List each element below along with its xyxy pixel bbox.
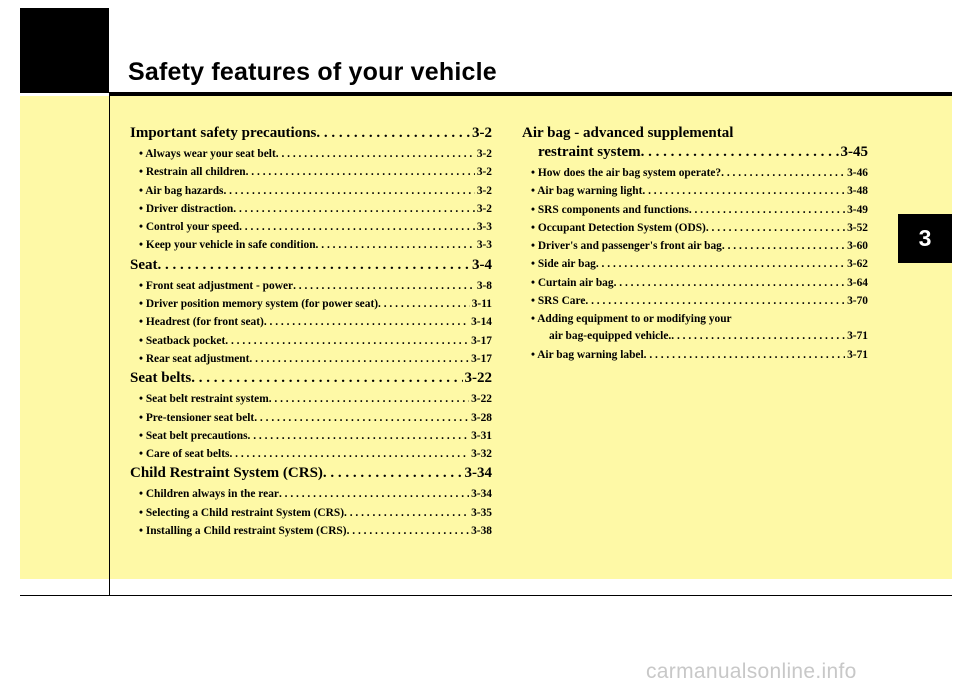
toc-entry-heading[interactable]: Air bag - advanced supplemental bbox=[522, 125, 734, 141]
toc-entry[interactable]: • Driver position memory system (for power seat) . . . 3-11 bbox=[130, 296, 492, 314]
corner-block bbox=[20, 8, 109, 93]
toc-entry[interactable]: • Headrest (for front seat) . . . 3-14 bbox=[130, 314, 492, 332]
toc-entry[interactable]: Seat . . . 3-4 bbox=[130, 256, 492, 278]
toc-entry[interactable]: • SRS components and functions . . . 3-49 bbox=[522, 202, 868, 220]
toc-entry[interactable]: • Pre-tensioner seat belt . . . 3-28 bbox=[130, 410, 492, 428]
watermark-text: carmanualsonline.info bbox=[646, 660, 857, 683]
left-margin-line bbox=[109, 96, 110, 596]
toc-entry[interactable]: • Rear seat adjustment . . . 3-17 bbox=[130, 351, 492, 369]
toc-entry[interactable]: restraint system . . . 3-45 bbox=[522, 143, 868, 165]
header-rule bbox=[109, 92, 952, 96]
page-title: Safety features of your vehicle bbox=[128, 58, 497, 86]
toc-entry[interactable]: • Seat belt restraint system . . . 3-22 bbox=[130, 391, 492, 409]
toc-entry[interactable]: • Children always in the rear . . . 3-34 bbox=[130, 486, 492, 504]
bottom-rule bbox=[20, 595, 952, 596]
chapter-tab[interactable]: 3 bbox=[898, 214, 952, 263]
toc-entry[interactable]: • Control your speed . . . 3-3 bbox=[130, 219, 492, 237]
toc-entry[interactable]: Seat belts . . . 3-22 bbox=[130, 369, 492, 391]
toc-entry[interactable]: • Air bag warning label . . . 3-71 bbox=[522, 347, 868, 365]
toc-right-column bbox=[522, 124, 868, 365]
toc-entry[interactable]: air bag-equipped vehicle. . . . 3-71 bbox=[522, 328, 868, 346]
toc-entry[interactable]: • Front seat adjustment - power . . . 3-8 bbox=[130, 278, 492, 296]
toc-entry[interactable]: • Selecting a Child restraint System (CRS) . . . 3-35 bbox=[130, 505, 492, 523]
toc-entry[interactable]: • Side air bag . . . 3-62 bbox=[522, 256, 868, 274]
toc-entry[interactable]: • Always wear your seat belt . . . 3-2 bbox=[130, 146, 492, 164]
toc-entry[interactable]: • SRS Care . . . 3-70 bbox=[522, 293, 868, 311]
toc-entry[interactable]: • Seat belt precautions . . . 3-31 bbox=[130, 428, 492, 446]
toc-entry[interactable]: Child Restraint System (CRS) . . . 3-34 bbox=[130, 464, 492, 486]
toc-entry[interactable]: • Driver distraction . . . 3-2 bbox=[130, 201, 492, 219]
toc-entry-heading[interactable]: • Adding equipment to or modifying your bbox=[531, 313, 732, 326]
toc-entry[interactable]: • Air bag warning light . . . 3-48 bbox=[522, 183, 868, 201]
toc-entry[interactable]: • Installing a Child restraint System (CRS) . . . 3-38 bbox=[130, 523, 492, 541]
toc-left-column bbox=[130, 124, 492, 541]
toc-entry[interactable]: • Keep your vehicle in safe condition . . . 3-3 bbox=[130, 237, 492, 255]
toc-entry[interactable]: • Air bag hazards . . . 3-2 bbox=[130, 183, 492, 201]
toc-entry[interactable]: Important safety precautions . . . 3-2 bbox=[130, 124, 492, 146]
toc-entry[interactable]: • Seatback pocket . . . 3-17 bbox=[130, 333, 492, 351]
toc-entry[interactable]: • Driver's and passenger's front air bag . . . 3-60 bbox=[522, 238, 868, 256]
toc-entry[interactable]: • How does the air bag system operate? . . . 3-46 bbox=[522, 165, 868, 183]
toc-entry[interactable]: • Curtain air bag . . . 3-64 bbox=[522, 275, 868, 293]
toc-entry[interactable]: • Restrain all children . . . 3-2 bbox=[130, 164, 492, 182]
toc-entry[interactable]: • Care of seat belts . . . 3-32 bbox=[130, 446, 492, 464]
toc-entry[interactable]: • Occupant Detection System (ODS) . . . 3-52 bbox=[522, 220, 868, 238]
